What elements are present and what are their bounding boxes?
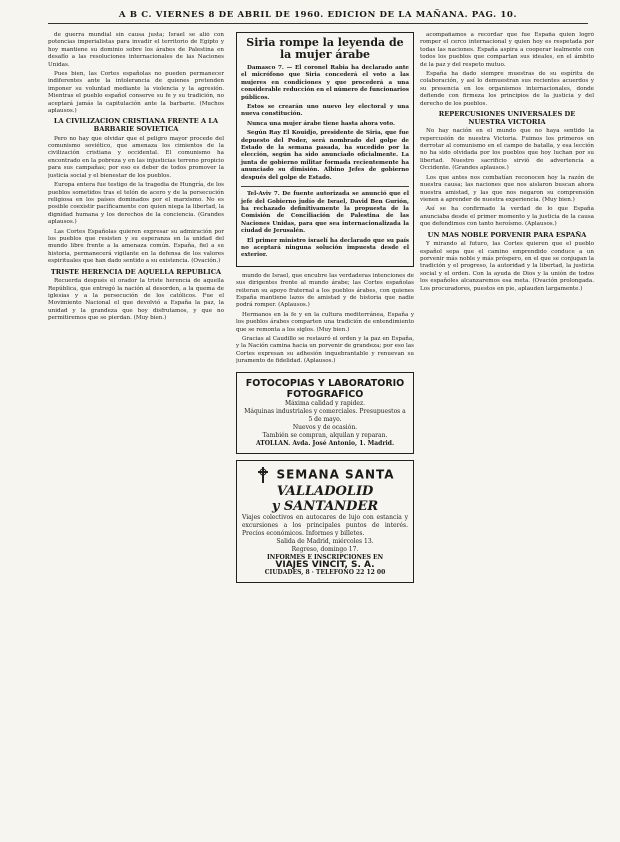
ad-line: Regreso, domingo 17. [291,545,359,553]
article-paragraph: Recuerda después el orador la triste herencia de aquella República, que entregó la nación al desorden, a la quema de iglesias y a la persecución de los católicos. Fue el Movimiento Nacional el que devolvió a España la paz, la unidad y la grandeza que hoy disfrutamos, y que no permitiremos que se pierdan. (Muy bien.) [48,278,224,322]
section-heading: REPERCUSIONES UNIVERSALES DE NUESTRA VICTORIA [438,110,576,126]
ad-city: VALLADOLID [276,483,374,499]
section-heading: UN MAS NOBLE PORVENIR PARA ESPAÑA [427,230,587,239]
ad-title: SEMANA SANTA [276,467,395,482]
ad-line: Salida de Madrid, miércoles 13. [276,537,374,545]
box-paragraph: Estos se crearán uno nuevo ley electoral y una nueva constitución. [241,104,409,118]
article-paragraph: Hermanos en la fe y en la cultura mediterránea, España y los pueblos árabes comparten una tradición de entendimiento que se remonta a los siglos. (Muy bien.) [236,311,414,333]
box-intro [241,65,409,182]
box-paragraph: Nunca una mujer árabe tiene hasta ahora voto. [247,120,395,127]
ad-line: Viajes colectivos en autocares de lujo con estancia y excursiones a los principales puntos de interés. Precios económicos. Informes y billetes. [242,513,408,537]
box-paragraph: Según Ray El Kouidjo, presidente de Siria, que fue depuesto del Poder, será nombrado del golpe de Estado de la semana pasada, ha sucedido por la elección, según ha sido anunciado oficialmente. La junta de gobierno militar formada recientemente ha anunciado su dimisión. Albino Jefes de gobierno después del golpe de Estado. [241,130,409,181]
article-paragraph: Pues bien, las Cortes españolas no pueden permanecer indiferentes ante la intolerancia de quienes pretenden imponer su voluntad mediante la violencia y la agresión. Mientras el pueblo español conserve su fe y su tradición, no aceptará jamás la capitulación ante la barbarie. (Muchos aplausos.) [48,71,224,115]
box-second-item [241,191,409,260]
article-paragraph: No hay nación en el mundo que no haya sentido la repercusión de nuestra Victoria. Fuimos los primeros en derrotar al comunismo en el campo de batalla, y esa lección no ha sido olvidada por los pueblos que hoy luchan por su libertad. Nuestro sacrificio sirvió de advertencia a Occidente. (Grandes aplausos.) [420,128,594,172]
box-divider [241,186,409,187]
ad-line: Máquinas industriales y comerciales. Presupuestos a 5 de mayo. [244,407,406,423]
ad-title-row [242,466,408,484]
article-paragraph: Así se ha confirmado la verdad de lo que España anunciaba desde el primer momento y la justicia de la causa que defendimos con tanto heroísmo. (Aplausos.) [420,206,594,228]
article-paragraph: Y mirando al futuro, las Cortes quieren que el pueblo español sepa que el camino emprendido conduce a un porvenir más noble y más próspero, en el que se conjugan la tradición y el progreso, la autoridad y la libertad, la justicia social y el orden. Con la ayuda de Dios y la unión de todos los españoles alcanzaremos esa meta. (Ovación prolongada. Los procuradores, puestos en pie, aplauden largamente.) [420,241,594,292]
ad-title: FOTOGRAFICO [286,388,364,400]
syria-news-box [236,32,414,267]
box-headline: Siria rompe la leyenda de la mujer árabe [246,36,404,61]
page-header: A B C. VIERNES 8 DE ABRIL DE 1960. EDICION DE LA MAÑANA. PAG. 10. [48,10,588,24]
box-paragraph: Damasco 7. — El coronel Rabia ha declarado ante el micrófono que Siria concederá el voto a las mujeres en condiciones y que procederá a una considerable reducción en el número de funcionarios públicos. [241,65,409,101]
article-paragraph: España ha dado siempre muestras de su espíritu de colaboración, y así lo demuestran sus recientes acuerdos y su presencia en los organismos internacionales, donde defiende con firmeza los principios de la justicia y del derecho de los pueblos. [420,71,594,107]
article-paragraph: Los que antes nos combatían reconocen hoy la razón de nuestra causa; las naciones que nos aislaron buscan ahora nuestra amistad, y las que nos negaron su comprensión vienen a aprender de nuestra experiencia. (Muy bien.) [420,174,594,203]
box-paragraph: El primer ministro israelí ha declarado que su país no aceptará ninguna solución impuesta desde el exterior. [241,237,409,259]
ad-line: Máxima calidad y rapidez. [284,399,366,407]
ad-line: Nuevos y de ocasión. [292,423,358,431]
article-paragraph: Gracias al Caudillo se restauró el orden y la paz en España, y la Nación camina hacia un porvenir de grandeza; por eso las Cortes expresan su adhesión inquebrantable y renuevan su juramento de fidelidad. (Aplausos.) [236,336,414,365]
ad-line: También se compran, alquilan y reparan. [262,431,388,439]
middle-column [236,32,414,832]
article-paragraph: Pero no hay que olvidar que el peligro mayor procede del comunismo soviético, que amenaza los cimientos de la civilización cristiana y occidental. El comunismo ha encontrado en la pobreza y en las injusticias terreno propicio para sus campañas; por eso es deber de todos promover la justicia social y el bienestar de los pueblos. [48,135,224,179]
ad-city: y SANTANDER [271,498,379,514]
right-column [420,32,594,832]
photocopy-advertisement [236,372,414,454]
article-paragraph: mundo de Israel, que encubre las verdaderas intenciones de sus dirigentes frente al mundo árabe; las Cortes españolas reiteran su apoyo fraternal a los pueblos árabes, con quienes España mantiene lazos de amistad y de historia que nadie podrá romper. (Aplausos.) [236,272,414,309]
cross-emblem-icon [255,466,271,484]
left-column [48,32,224,832]
ad-title: FOTOCOPIAS Y LABORATORIO [245,377,405,389]
article-paragraph: acompañamos a recordar que fue España quien logró romper el cerco internacional y quien hoy es respetada por todas las naciones. España aspira a cooperar lealmente con todos los pueblos que compartan sus ideales, en el ámbito de la paz y del respeto mutuo. [420,32,594,68]
section-heading: TRISTE HERENCIA DE AQUELLA REPUBLICA [50,267,222,276]
ad-address: CIUDADES, 8 · TELEFONO 22 12 00 [264,569,386,577]
section-heading: LA CIVILIZACION CRISTIANA FRENTE A LA BARBARIE SOVIETICA [53,117,219,134]
holy-week-advertisement [236,460,414,583]
box-paragraph: Tel-Aviv 7. De fuente autorizada se anunció que el jefe del Gobierno judío de Israel, David Ben Gurión, ha rechazado definitivamente la propuesta de la Comisión de Conciliación de Palestina de las Naciones Unidas, para que sea internacionalizada la ciudad de Jerusalén. [241,191,409,235]
article-paragraph: Europa entera fue testigo de la tragedia de Hungría, de los pueblos sometidos tras el telón de acero y de la persecución religiosa en los países dominados por el marxismo. No es posible coexistir pacíficamente con quien niega la libertad, la dignidad humana y los derechos de la conciencia. (Grandes aplausos.) [48,182,224,226]
ad-company: VIAJES VINCIT, S. A. [275,559,375,570]
article-paragraph: de guerra mundial sin causa justa; Israel se alió con potencias imperialistas para invadir el territorio de Egipto y hoy mantiene su dominio sobre los árabes de Palestina en desafío a las resoluciones internacionales de las Naciones Unidas. [48,32,224,68]
ad-line: INFORMES E INSCRIPCIONES EN [266,553,384,561]
article-paragraph: Las Cortes Españolas quieren expresar su admiración por los pueblos que resisten y su esperanza en la unidad del mundo libre frente a la amenaza común. España, fiel a su historia, permanecerá vigilante en la defensa de los valores espirituales que han dado sentido a su existencia. (Ovación.) [48,228,224,265]
ad-address: ATOLLAN. Avda. José Antonio, 1. Madrid. [255,439,395,447]
